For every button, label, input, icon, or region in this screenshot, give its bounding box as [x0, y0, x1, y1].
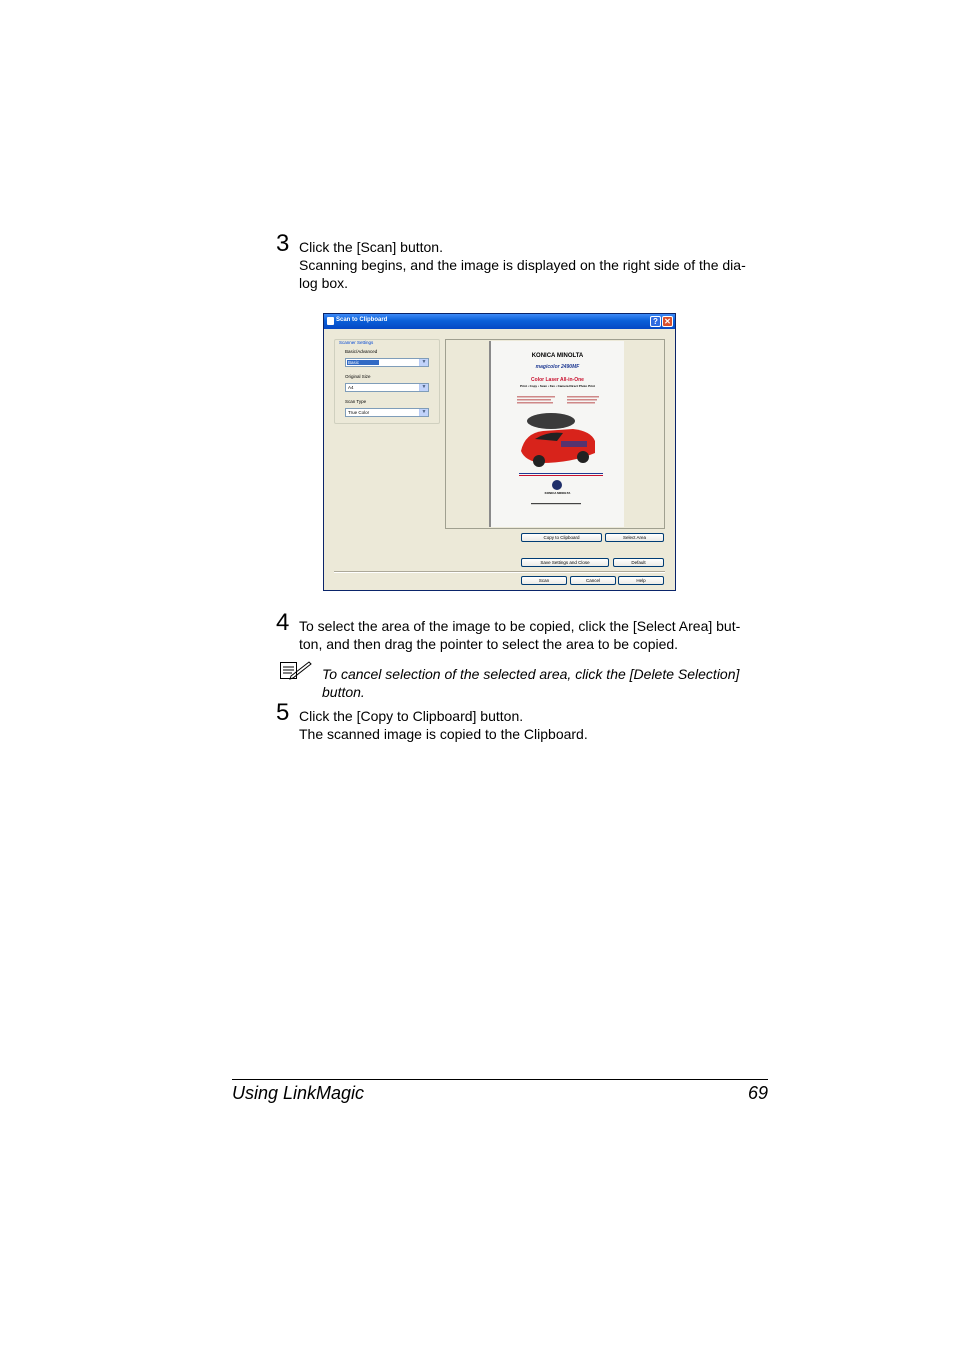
basic-advanced-value: Basic [347, 360, 379, 365]
select-area-button[interactable]: Select Area [605, 533, 664, 542]
note-text [322, 665, 739, 701]
footer-section-title: Using LinkMagic [232, 1083, 365, 1103]
app-icon [327, 317, 334, 325]
scan-type-value: True Color [348, 410, 370, 415]
chevron-down-icon: ▼ [419, 384, 428, 391]
scanned-document-image [489, 341, 624, 527]
step-number-3: 3 [276, 230, 290, 257]
original-size-label: Original Size [345, 374, 371, 379]
step-number-4: 4 [276, 609, 290, 636]
scan-button[interactable]: Scan [521, 576, 567, 585]
copy-to-clipboard-button[interactable]: Copy to Clipboard [521, 533, 602, 542]
help-button[interactable]: Help [618, 576, 664, 585]
scan-to-clipboard-dialog [323, 313, 676, 591]
preview-model: magicolor 2490MF [535, 364, 580, 370]
preview-brand: KONICA MINOLTA [531, 353, 584, 359]
page-number: 69 [747, 1083, 768, 1103]
step-5-line-2: The scanned image is copied to the Clipboard. [299, 726, 588, 742]
basic-advanced-label: Basic/Advanced [345, 349, 378, 354]
preview-footer-brand: KONICA MINOLTA [544, 491, 571, 495]
step-5-text [299, 707, 588, 743]
step-3-line-2: Scanning begins, and the image is displayed on the right side of the dia- [299, 257, 746, 273]
note-line-1: To cancel selection of the selected area, click the [Delete Selection] [322, 666, 740, 682]
basic-advanced-select[interactable] [345, 358, 429, 367]
note-pencil-icon [279, 659, 313, 681]
step-number-5: 5 [276, 699, 290, 726]
step-4-line-1: To select the area of the image to be copied, click the [Select Area] but- [299, 618, 741, 634]
scanner-settings-title: Scanner Settings [339, 340, 374, 345]
step-5-line-1: Click the [Copy to Clipboard] button. [299, 708, 524, 724]
scan-preview-area[interactable] [445, 339, 665, 529]
default-button[interactable]: Default [613, 558, 664, 567]
cancel-button[interactable]: Cancel [570, 576, 616, 585]
step-3-line-3: log box. [299, 275, 349, 291]
scan-type-label: Scan Type [345, 399, 367, 404]
divider [334, 571, 665, 573]
step-3-text [299, 238, 746, 292]
preview-features: Print • Copy • Scan • Fax • Camera Direct Photo Print [520, 384, 595, 388]
chevron-down-icon: ▼ [419, 409, 428, 416]
preview-headline: Color Laser All-in-One [531, 377, 584, 383]
scan-type-select[interactable] [345, 408, 429, 417]
dialog-title-bar[interactable] [324, 314, 675, 329]
close-button[interactable]: ✕ [662, 316, 673, 327]
original-size-value: A4 [348, 385, 354, 390]
help-title-button[interactable]: ? [650, 316, 661, 327]
chevron-down-icon: ▼ [419, 359, 428, 366]
step-4-line-2: ton, and then drag the pointer to select the area to be copied. [299, 636, 679, 652]
save-settings-and-close-button[interactable]: Save Settings and Close [521, 558, 609, 567]
note-line-2: button. [322, 684, 365, 700]
dialog-title: Scan to Clipboard [336, 317, 388, 323]
step-3-line-1: Click the [Scan] button. [299, 239, 443, 255]
preview-graphics [491, 341, 624, 527]
step-4-text [299, 617, 740, 653]
original-size-select[interactable] [345, 383, 429, 392]
footer-rule [232, 1079, 768, 1080]
